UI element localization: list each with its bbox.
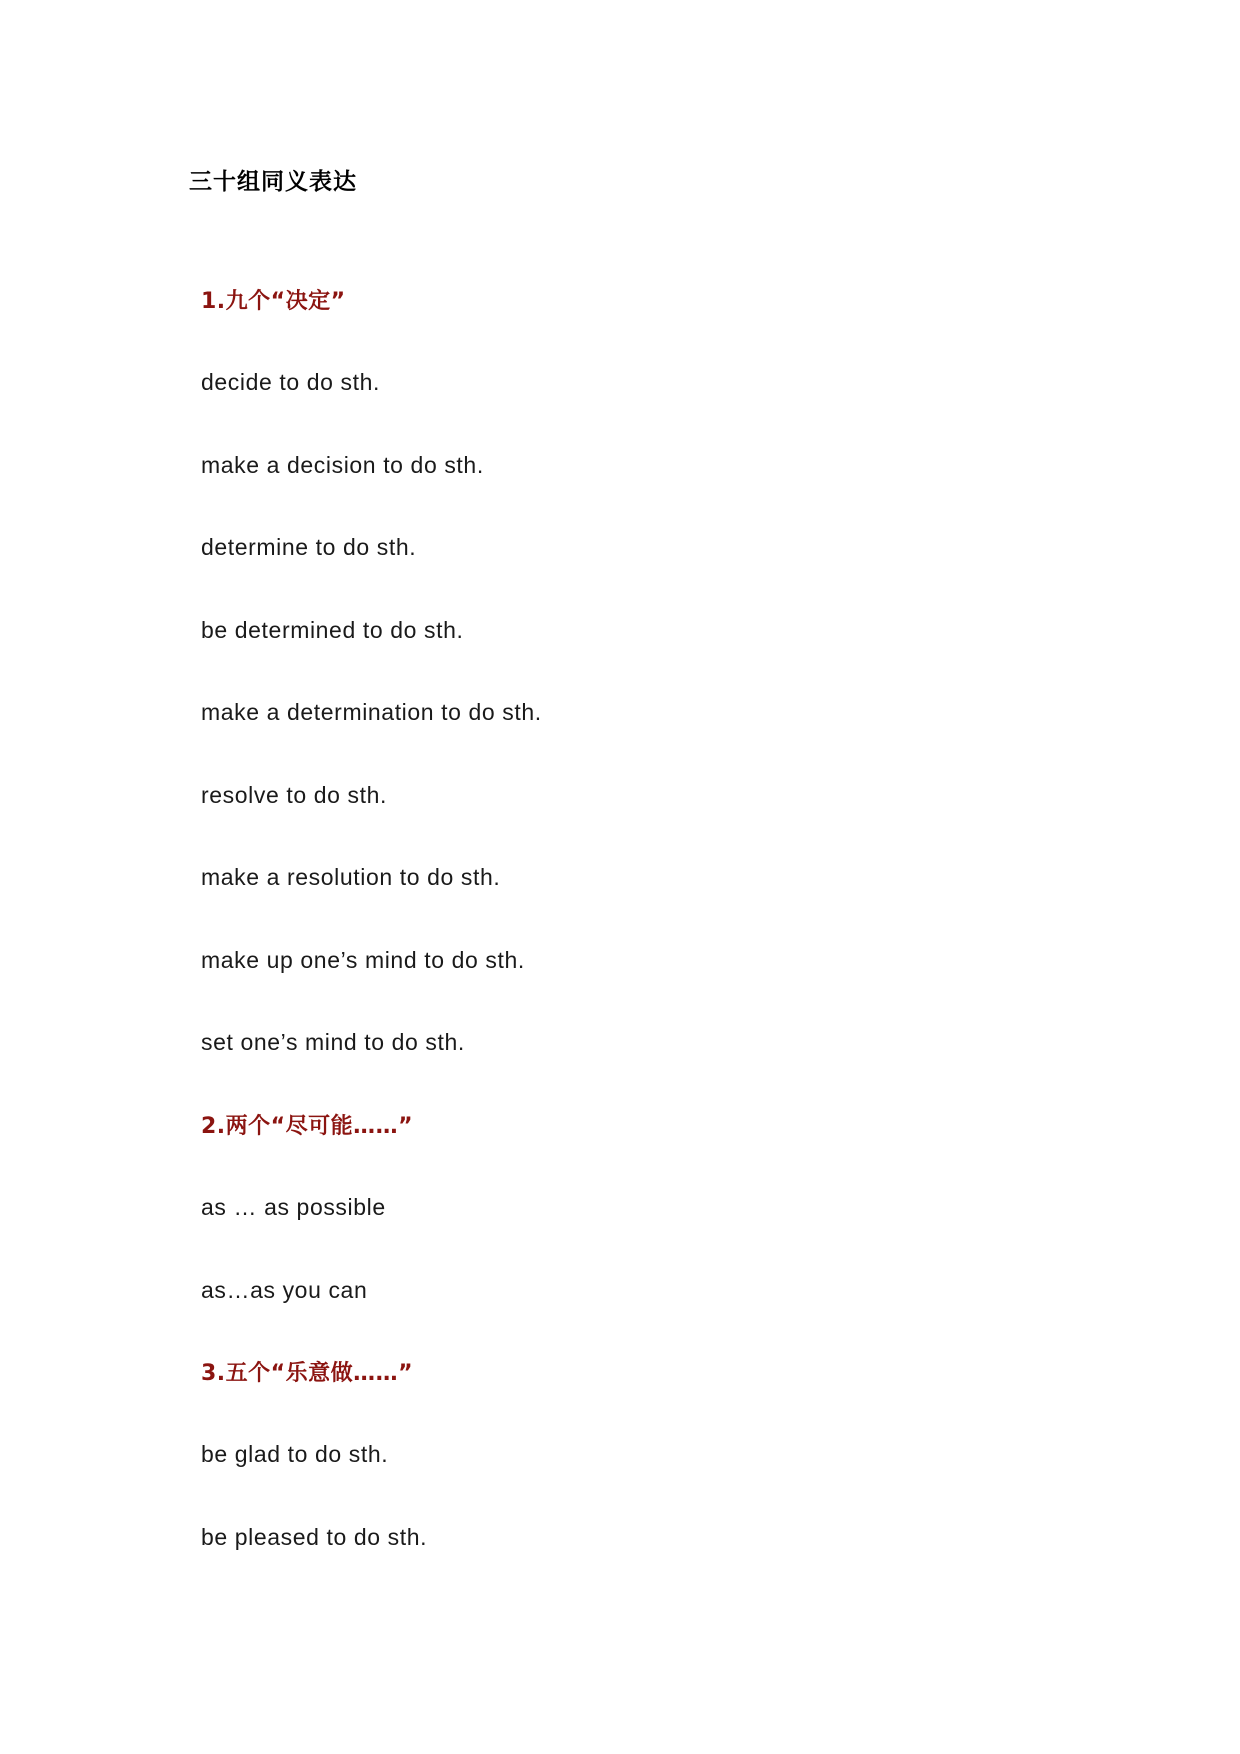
phrase-line: as … as possible	[201, 1194, 386, 1220]
section-heading-as-possible: 2.两个“尽可能……”	[201, 1114, 414, 1139]
phrase-line: as…as you can	[201, 1277, 368, 1303]
phrase-line: decide to do sth.	[201, 369, 380, 395]
section-heading-glad-to-do: 3.五个“乐意做……”	[201, 1361, 414, 1386]
phrase-line: be pleased to do sth.	[201, 1524, 428, 1550]
section-heading-decide: 1.九个“决定”	[201, 289, 346, 314]
phrase-line: resolve to do sth.	[201, 782, 387, 808]
phrase-line: make a determination to do sth.	[201, 699, 542, 725]
phrase-line: make up one’s mind to do sth.	[201, 947, 525, 973]
document-title: 三十组同义表达	[189, 169, 357, 195]
phrase-line: make a resolution to do sth.	[201, 864, 501, 890]
phrase-line: make a decision to do sth.	[201, 452, 484, 478]
phrase-line: be determined to do sth.	[201, 617, 464, 643]
phrase-line: determine to do sth.	[201, 534, 417, 560]
phrase-line: be glad to do sth.	[201, 1441, 389, 1467]
phrase-line: set one’s mind to do sth.	[201, 1029, 465, 1055]
